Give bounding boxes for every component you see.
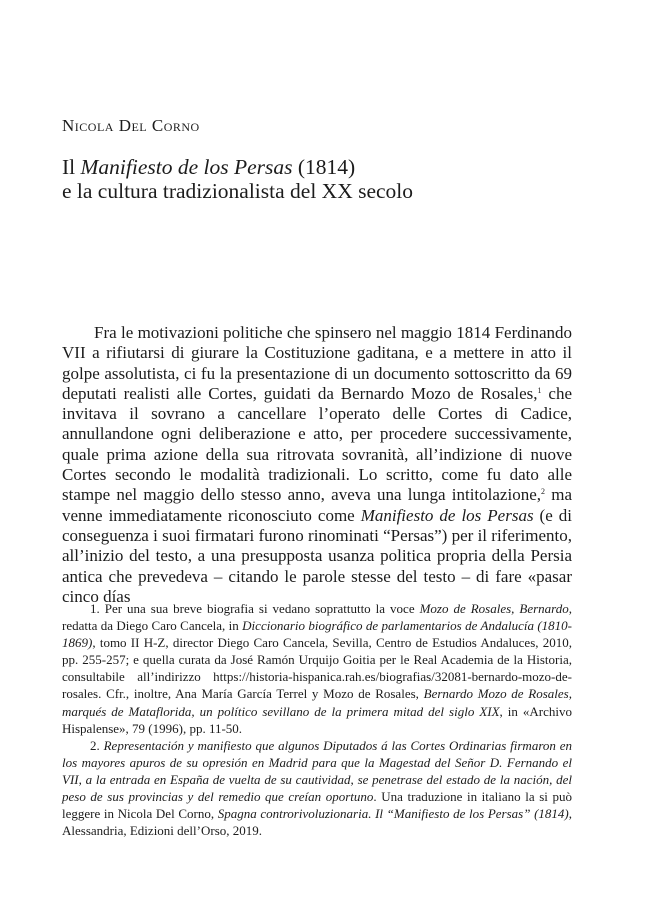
body-paragraph (62, 323, 572, 607)
footnote-ref-1[interactable]: 1 (537, 385, 542, 395)
fn2-italic-2: Spagna controrivoluzionaria. Il “Manifiesto de los Persas” (1814) (217, 806, 569, 822)
title-italic: Manifiesto de los Persas (80, 155, 293, 179)
title-year: (1814) (292, 155, 356, 179)
title-line-1 (62, 155, 582, 179)
footnotes (62, 600, 572, 839)
article-title (62, 155, 582, 203)
body-segment-3: ma venne immediatamente riconosciuto come (62, 485, 572, 525)
fn2-text-3: , Alessandria, Edizioni dell’Orso, 2019. (62, 806, 572, 839)
fn2-text-2: . Una traduzione in italiano la si può leggere in Nicola Del Corno, (62, 789, 572, 822)
body-segment-4: (e di conseguenza i suoi firmatari furono rinominati “Persas”) per il riferimento, all’inizio del testo, a una presupposta usanza politica propria della Persia antica che prevedeva – citando le parole stesse del testo – di fare «pasar cinco días (62, 505, 572, 606)
fn2-text-1: 2. (90, 737, 104, 753)
fn1-italic-2: Diccionario biográfico de parlamentarios de Andalucía (1810-1869) (62, 618, 572, 651)
title-prefix: Il (62, 155, 81, 179)
fn1-text-4: , in «Archivo Hispalense», 79 (1996), pp. 11-50. (62, 703, 573, 736)
fn1-text-1: 1. Per una sua breve biografia si vedano soprattutto la voce (90, 601, 420, 616)
title-line-2: e la cultura tradizionalista del XX secolo (62, 179, 414, 203)
footnote-2 (62, 737, 572, 840)
body-italic-title: Manifiesto de los Persas (360, 505, 534, 525)
fn1-text-3: , tomo II H-Z, director Diego Caro Cancela, Sevilla, Centro de Estudios Andaluces, 2010, pp. 255-257; e quella curata da José Ramón Urquijo Goitia per le Real Academia de la Historia, consultabile all’indirizzo https://historia-hispanica.rah.es/biografias/32081-bernardo-mozo-de-rosales. Cfr., inoltre, Ana María García Terrel y Mozo de Rosales, (62, 635, 572, 702)
footnote-ref-2[interactable]: 2 (541, 487, 545, 497)
fn1-italic-3: Bernardo Mozo de Rosales, marqués de Mataflorida, un político sevillano de la primera mitad del siglo XIX (62, 686, 572, 719)
fn1-italic-1: Mozo de Rosales, Bernardo (419, 601, 569, 616)
body-segment-1: Fra le motivazioni politiche che spinsero nel maggio 1814 Ferdinando VII a rifiutarsi di giurare la Costituzione gaditana, e a mettere in atto il golpe assolutista, ci fu la presentazione di un documento sottoscritto da 69 deputati realisti alle Cortes, guidati da Bernardo Mozo de Rosales, (62, 323, 572, 403)
body-segment-2: che invitava il sovrano a cancellare l’operato delle Cortes di Cadice, annullandone ogni deliberazione e atto, per procedere successivamente, quale prima azione della sua ritrovata sovranità, all’indizione di nuove Cortes secondo le modalità tradizionali. Lo scritto, come fu dato alle stampe nel maggio dello stesso anno, aveva una lunga intitolazione, (62, 383, 573, 505)
fn1-text-2: , redatta da Diego Caro Cancela, in (62, 601, 572, 634)
author-name: Nicola Del Corno (62, 116, 200, 135)
footnote-1 (62, 600, 572, 737)
fn2-italic-1: Representación y manifiesto que algunos Diputados á las Cortes Ordinarias firmaron en los mayores apuros de su opresión en Madrid para que la Magestad del Señor D. Fernando el VII, a la entrada en España de vuelta de su cautividad, se penetrase del estado de la nación, del peso de sus provincias y del remedio que creían oportuno (62, 737, 573, 805)
